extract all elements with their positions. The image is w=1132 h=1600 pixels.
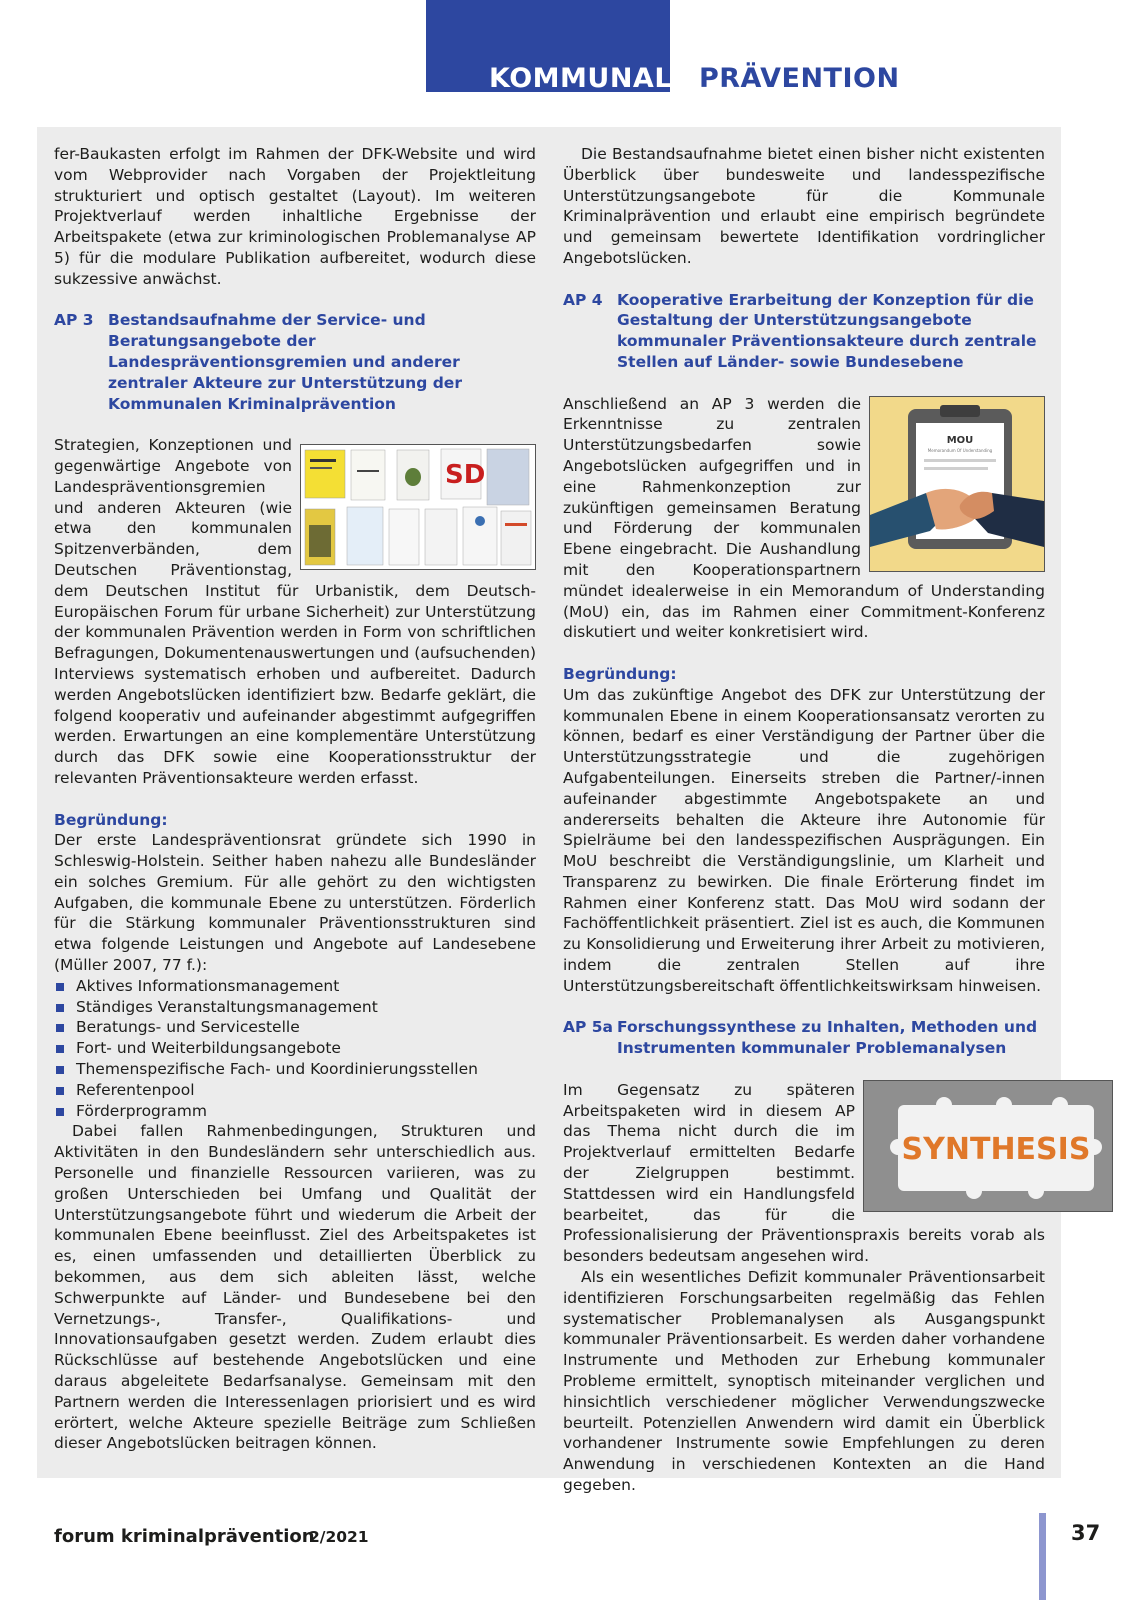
ap3-paragraph: Strategien, Konzeptionen und gegenwärtige Angebote von Landespräventionsgremien und anderen Akteuren (wie etwa den kommunalen Spitzenverbänden, dem Deutschen Präventionstag, dem Deutschen Institut für Urbanistik, dem Deutsch-Europäischen Forum für urbane Sicherheit) zur Unterstützung der kommunalen Prävention werden in Form von schriftlichen Befragungen, Dokumentenauswertungen und (aufsuchenden) Interviews systematisch erhoben und aufbereitet. Dadurch werden Angebotslücken identifiziert bzw. Bedarfe geklärt, die folgend kooperativ und aufeinander abgestimmt aufgegriffen werden. Erwartungen an eine komplementäre Unterstützung durch das DFK sowie eine Kooperationsstruktur der relevanten Präventionsakteure werden erfasst.	[54, 436, 536, 787]
right-begruendung-paragraph: Um das zukünftige Angebot des DFK zur Unterstützung der kommunalen Ebene in einem Kooperationsansatz verorten zu können, bedarf es einer Verständigung der Partner über die Unterstützungsstrategie und die zugehörigen Aufgabenteilungen. Einerseits streben die Partner/-innen aufeinander abgestimmte Angebotspakete an und andererseits behalten die Akteure ihre Autonomie für Spielräume bei den landesspezifischen Ausprägungen. Ein MoU beschreibt die Verständigungslinie, um Klarheit und Transparenz zu bewirken. Die finale Erörterung findet im Rahmen einer Konferenz statt. Das MoU wird sodann der Fachöffentlichkeit präsentiert. Ziel ist es auch, die Kommunen zu Konsolidierung und Erweiterung ihrer Arbeit zu motivieren, indem die zentralen Stellen auf ihre Unterstützungsbereitschaft öffentlichkeitswirksam hinweisen.	[563, 685, 1045, 995]
left-begruendung-paragraph: Der erste Landespräventionsrat gründete sich 1990 in Schleswig-Holstein. Seither haben nahezu alle Bundesländer ein solches Gremium. Für alle gehört zu den wichtigsten Aufgaben, die kommunale Ebene zu unterstützen. Förderlich für die Stärkung kommunaler Präventionsstrukturen sind etwa folgende Leistungen und Angebote auf Landesebene (Müller 2007, 77 f.):	[54, 831, 536, 975]
issue-number: 2/2021	[309, 1528, 369, 1546]
ap5a-paragraph-2: Als ein wesentliches Defizit kommunaler Präventionsarbeit identifizieren Forschungsarbeiten regelmäßig das Fehlen systematischer Problemanalysen als Ausgangspunkt kommunaler Präventionsarbeit. Es werden daher vorhandene Instrumente und Methoden zur Erhebung kommunaler Probleme ermittelt, synoptisch miteinander verglichen und hinsichtlich verschiedener möglicher Verwendungszwecke beurteilt. Potenziellen Anwendern wird damit ein Überblick vorhandener Instrumente sowie Empfehlungen zu deren Anwendung in verschiedenen Kontexten an die Hand gegeben.	[563, 1268, 1045, 1494]
left-begruendung-label: Begründung:	[54, 810, 168, 829]
ap4-title: Kooperative Erarbeitung der Konzeption für die Gestaltung der Unterstützungsangebote kommunaler Präventionsakteure durch zentrale Stellen auf Länder- sowie Bundesebene	[617, 290, 1037, 371]
section-title	[489, 62, 900, 96]
list-item: Aktives Informationsmanagement	[54, 976, 536, 997]
left-column	[54, 144, 536, 1454]
right-column	[563, 144, 1091, 1496]
synthesis-word: SYNTHESIS	[901, 1131, 1091, 1167]
ap4-paragraph: Anschließend an AP 3 werden die Erkenntnisse zu zentralen Unterstützungsbedarfen sowie Angebotslücken aufgegriffen und in eine Rahmenkonzeption zur zukünftigen gemeinsamen Beratung und Förderung der kommunalen Ebene eingebracht. Die Aushandlung mit den Kooperationspartnern mündet idealerweise in ein Memorandum of Understanding (MoU) ein, das im Rahmen einer Commitment-Konferenz diskutiert und weiter konkretisiert wird.	[563, 394, 1045, 642]
svg-text:SD: SD	[445, 460, 486, 491]
ap5a-number: AP 5a	[563, 1018, 613, 1037]
list-item: Fort- und Weiterbildungsangebote	[54, 1038, 536, 1059]
ap5a-title: Forschungssynthese zu Inhalten, Methoden und Instrumenten kommunaler Problemanalysen	[617, 1018, 1038, 1058]
right-intro-paragraph: Die Bestandsaufnahme bietet einen bisher nicht existenten Überblick über bundesweite und landesspezifische Unterstützungsangebote für die Kommunale Kriminalprävention und erlaubt eine empirisch begründete und gemeinsam bewertete Identifikation vordringlicher Angebotslücken.	[563, 145, 1045, 267]
list-item: Ständiges Veranstaltungsmanagement	[54, 997, 536, 1018]
synthesis-puzzle-image	[863, 1080, 1113, 1212]
brochures-image	[300, 444, 536, 570]
ap4-heading	[563, 290, 1045, 373]
section-title-word-1: KOMMUNALE	[489, 63, 691, 94]
ap5a-paragraph: Im Gegensatz zu späteren Arbeitspaketen wird in diesem AP das Thema nicht durch die im Projektverlauf ermittelten Bedarfe der Zielgruppen bestimmt. Stattdessen wird ein Handlungsfeld bearbeitet, das für die Professionalisierung der Präventionspraxis bereits vorab als besonders bedeutsam angesehen wird.	[563, 1080, 1045, 1266]
page-number: 37	[1071, 1521, 1101, 1545]
right-begruendung-label: Begründung:	[563, 664, 677, 683]
support-offer-list	[54, 976, 536, 1122]
mou-handshake-image	[869, 396, 1045, 572]
left-intro-paragraph: fer-Baukasten erfolgt im Rahmen der DFK-Website und wird vom Webprovider nach Vorgaben der Projektleitung strukturiert und optisch gestaltet (Layout). Im weiteren Projektverlauf werden inhaltliche Ergebnisse der Arbeitspakete (etwa zur kriminologischen Problemanalyse AP 5) für die modulare Publikation aufbereitet, wodurch diese sukzessive anwächst.	[54, 145, 536, 288]
section-title-word-2: PRÄVENTION	[698, 63, 900, 94]
ap3-heading	[54, 310, 536, 414]
mou-title-text: MOU	[946, 434, 974, 446]
ap3-number: AP 3	[54, 311, 94, 330]
ap4-number: AP 4	[563, 290, 603, 309]
ap5a-heading	[563, 1017, 1045, 1059]
list-item: Referentenpool	[54, 1080, 536, 1101]
list-item: Themenspezifische Fach- und Koordinierungsstellen	[54, 1059, 536, 1080]
left-closing-paragraph: Dabei fallen Rahmenbedingungen, Strukturen und Aktivitäten in den Bundesländern sehr unterschiedlich aus. Personelle und finanzielle Ressourcen variieren, was zu großen Unterschieden bei Umfang und Qualität der Unterstützungsangebote führt und wiederum die Arbeit der kommunalen Ebene beeinflusst. Ziel des Arbeitspaketes ist es, einen umfassenden und detaillierten Überblick zu bekommen, aus dem sich ableiten lässt, welche Schwerpunkte auf Länder- und Bundesebene bei den Vernetzungs-, Transfer-, Qualifikations- und Innovationsaufgaben gesetzt werden. Zudem erlaubt dies Rückschlüsse auf bestehende Angebotslücken und eine daraus abgeleitete Bedarfsanalyse. Gemeinsam mit den Partnern werden die Interessenlagen priorisiert und es wird erörtert, welche Akteure spezielle Beiträge zum Schließen dieser Angebotslücken beitragen können.	[54, 1122, 536, 1453]
list-item: Beratungs- und Servicestelle	[54, 1017, 536, 1038]
list-item: Förderprogramm	[54, 1101, 536, 1122]
mou-subtitle-text: Memorandum Of Understanding	[927, 447, 993, 453]
ap3-title: Bestandsaufnahme der Service- und Beratungsangebote der Landespräventionsgremien und anderer zentraler Akteure zur Unterstützung der Kommunalen Kriminalprävention	[108, 311, 462, 413]
footer-accent-bar	[1039, 1513, 1046, 1600]
magazine-title: forum kriminalprävention	[54, 1526, 315, 1547]
